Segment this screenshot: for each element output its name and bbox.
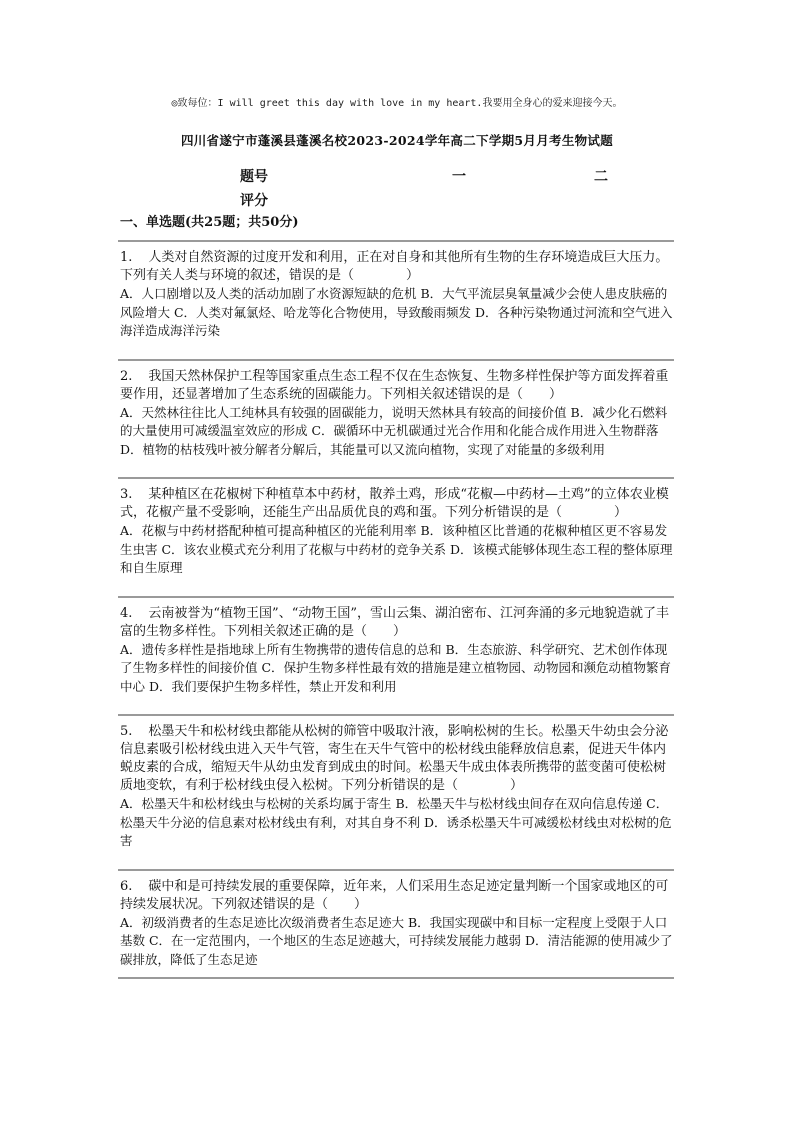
question-stem [120, 723, 674, 795]
question-text: 我国天然林保护工程等国家重点生态工程不仅在生态恢复、生物多样性保护等方面发挥着重要作用，还显著增加了生态系统的固碳能力。下列相关叙述错误的是（ ） [120, 368, 669, 402]
question-number: 2. [120, 368, 133, 384]
score-table-score-label: 评分 [240, 193, 268, 209]
question-number: 1. [120, 250, 133, 265]
question-item [118, 714, 674, 859]
question-stem [120, 605, 674, 641]
question-options: A．初级消费者的生态足迹比次级消费者生态足迹大 B．我国实现碳中和目标一定程度上受限于人口基数 C．在一定范围内，一个地区的生态足迹越大，可持续发展能力越弱 D．清洁能源的使用减少了碳排放，降低了生态足迹 [120, 914, 673, 967]
question-stem [120, 368, 674, 404]
question-options: A．遗传多样性是指地球上所有生物携带的遗传信息的总和 B．生态旅游、科学研究、艺术创作体现了生物多样性的间接价值 C．保护生物多样性最有效的措施是建立植物园、动物园和濒危动植物繁育中心 D．我们要保护生物多样性，禁止开发和利用 [120, 641, 672, 694]
question-number: 4. [120, 605, 133, 621]
motto-line: ◎致每位：I will greet this day with love in my heart.我要用全身心的爱来迎接今天。 [171, 98, 623, 109]
question-item [118, 359, 674, 468]
question-item [118, 596, 674, 705]
question-options: A．人口剧增以及人类的活动加剧了水资源短缺的危机 B．大气平流层臭氧量减少会使人患皮肤癌的风险增大 C．人类对氟氯烃、哈龙等化合物使用，导致酸雨频发 D．各种污染物通过河流和空气进入海洋造成海洋污染 [120, 286, 673, 338]
question-number: 6. [120, 878, 133, 894]
question-text: 碳中和是可持续发展的重要保障，近年来，人们采用生态足迹定量判断一个国家或地区的可持续发展状况。下列叙述错误的是（ ） [120, 878, 669, 912]
question-options: A．花椒与中药材搭配种植可提高种植区的光能利用率 B．该种植区比普通的花椒种植区更不容易发生虫害 C．该农业模式充分利用了花椒与中药材的竞争关系 D．该模式能够体现生态工程的整体原理和自生原理 [120, 523, 673, 575]
exam-title: 四川省遂宁市蓬溪县蓬溪名校2023-2024学年高二下学期5月月考生物试题 [180, 133, 614, 148]
score-table-col-1: 一 [452, 169, 466, 185]
question-text: 云南被誉为“植物王国”、“动物王国”，雪山云集、湖泊密布、江河奔涌的多元地貌造就了丰富的生物多样性。下列相关叙述正确的是（ ） [120, 605, 669, 639]
question-text: 人类对自然资源的过度开发和利用，正在对自身和其他所有生物的生存环境造成巨大压力。下列有关人类与环境的叙述，错误的是（ ） [120, 250, 669, 283]
question-number: 3. [120, 487, 133, 502]
score-table [0, 166, 794, 210]
question-number: 5. [120, 724, 133, 739]
section-heading: 一、单选题(共25题；共50分) [120, 215, 299, 230]
question-list [118, 240, 674, 979]
question-item [118, 477, 674, 586]
question-stem [120, 486, 674, 522]
question-text: 松墨天牛和松材线虫都能从松树的筛管中吸取汁液，影响松树的生长。松墨天牛幼虫会分泌信息素吸引松材线虫进入天牛气管，寄生在天牛气管中的松材线虫能释放信息素，促进天牛体内蜕皮素的合成，缩短天牛从幼虫发育到成虫的时间。松墨天牛成虫体表所携带的蓝变菌可使松树质地变软，有利于松材线虫侵入松树。下列分析错误的是（ ） [120, 724, 669, 793]
question-options: A．天然林往往比人工纯林具有较强的固碳能力，说明天然林具有较高的间接价值 B．减少化石燃料的大量使用可减缓温室效应的形成 C．碳循环中无机碳通过光合作用和化能合成作用进入生物群落 D．植物的枯枝残叶被分解者分解后，其能量可以又流向植物，实现了对能量的多级利用 [120, 404, 668, 457]
question-item [118, 869, 674, 980]
question-text: 某种植区在花椒树下种植草本中药材，散养土鸡，形成“花椒—中药材—土鸡”的立体农业模式，花椒产量不受影响，还能生产出品质优良的鸡和蛋。下列分析错误的是（ ） [120, 487, 669, 520]
question-stem [120, 249, 674, 285]
question-options: A．松墨天牛和松材线虫与松树的关系均属于寄生 B．松墨天牛与松材线虫间存在双向信息传递 C．松墨天牛分泌的信息素对松材线虫有利，对其自身不利 D．诱杀松墨天牛可减缓松材线虫对松树的危害 [120, 796, 672, 848]
question-stem [120, 878, 674, 914]
score-table-question-label: 题号 [240, 169, 268, 185]
question-item [118, 240, 674, 349]
score-table-col-2: 二 [594, 169, 608, 185]
